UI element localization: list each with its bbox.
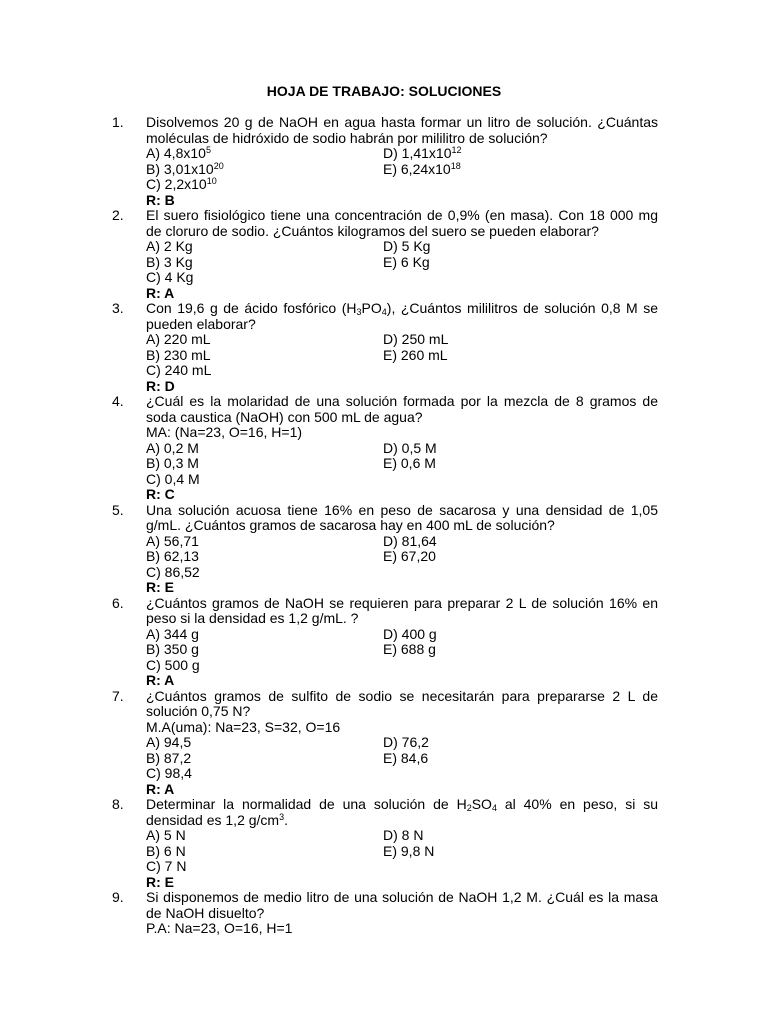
question-item	[0, 596, 768, 689]
question-body	[146, 394, 658, 503]
answer-options	[146, 332, 658, 379]
question-item	[0, 689, 768, 798]
question-body	[146, 503, 658, 596]
answer-options	[146, 441, 658, 488]
question-text: ¿Cuál es la molaridad de una solución formada por la mezcla de 8 gramos de soda caustica (NaOH) con 500 mL de agua?	[146, 393, 658, 425]
answer-option: C) 240 mL	[146, 362, 212, 378]
question-number: 9.	[112, 889, 124, 905]
answer-options	[146, 735, 658, 782]
question-text: El suero fisiológico tiene una concentración de 0,9% (en masa). Con 18 000 mg de cloruro de sodio. ¿Cuántos kilogramos del suero se pueden elaborar?	[146, 207, 658, 239]
answer-option: C) 500 g	[146, 656, 200, 673]
answer-option: C) 7 N	[146, 858, 187, 874]
answer-option: A) 56,71	[146, 532, 199, 549]
answer-option: E) 84,6	[383, 749, 429, 766]
answer-options	[146, 828, 658, 875]
question-atomic-masses: P.A: Na=23, O=16, H=1	[146, 920, 293, 936]
question-body	[146, 208, 658, 301]
question-atomic-masses: M.A(uma): Na=23, S=32, O=16	[146, 718, 341, 735]
question-body	[146, 115, 658, 208]
question-body	[146, 596, 658, 689]
correct-answer: R: E	[146, 579, 174, 595]
question-atomic-masses: MA: (Na=23, O=16, H=1)	[146, 424, 303, 440]
correct-answer: R: A	[146, 672, 175, 688]
answer-option: E) 67,20	[383, 548, 436, 564]
answer-option: B) 3 Kg	[146, 253, 193, 270]
question-body	[146, 797, 658, 890]
question-item	[0, 301, 768, 394]
correct-answer: R: B	[146, 191, 175, 208]
answer-option: C) 0,4 M	[146, 470, 200, 487]
question-item	[0, 797, 768, 890]
answer-option: D) 5 Kg	[383, 238, 431, 254]
answer-option: D) 0,5 M	[383, 439, 437, 456]
answer-option: A) 5 N	[146, 827, 186, 843]
answer-option: A) 344 g	[146, 625, 199, 642]
question-item	[0, 394, 768, 503]
answer-option: A) 94,5	[146, 734, 192, 750]
answer-option: E) 260 mL	[383, 346, 448, 363]
answer-option: C) 4 Kg	[146, 269, 194, 285]
correct-answer: R: E	[146, 873, 174, 890]
answer-option: B) 87,2	[146, 749, 192, 766]
answer-option: D) 250 mL	[383, 331, 449, 347]
question-text: Disolvemos 20 g de NaOH en agua hasta formar un litro de solución. ¿Cuántas moléculas de hidróxido de sodio habrán por mililitro de solución?	[146, 114, 658, 146]
question-item	[0, 890, 768, 937]
answer-option: D) 81,64	[383, 532, 437, 549]
question-body	[146, 689, 658, 798]
answer-option: E) 688 g	[383, 641, 436, 657]
question-number: 6.	[112, 594, 124, 611]
answer-option: D) 8 N	[383, 827, 424, 843]
answer-option: B) 62,13	[146, 548, 199, 564]
answer-options	[146, 627, 658, 674]
answer-option: D) $1,41x10^{12}$	[383, 145, 462, 161]
question-list	[0, 115, 768, 937]
answer-option: B) $3,01x10^{20}$	[146, 160, 224, 177]
question-number: 3.	[112, 300, 124, 316]
question-text: Con 19,6 g de ácido fosfórico $(H_3PO_4)$, ¿Cuántos mililitros de solución 0,8 M se pueden elaborar?	[146, 300, 659, 332]
answer-option: B) 0,3 M	[146, 455, 199, 471]
answer-option: D) 76,2	[383, 734, 429, 750]
answer-option: B) 6 N	[146, 842, 186, 859]
correct-answer: R: D	[146, 377, 175, 394]
question-body	[146, 301, 658, 394]
answer-option: C) $2,2x10^{10}$	[146, 176, 217, 192]
answer-option: A) $4,8x10^5$	[146, 145, 211, 161]
question-number: 7.	[112, 687, 124, 704]
answer-options	[146, 146, 658, 193]
question-item	[0, 208, 768, 301]
answer-option: E) 0,6 M	[383, 455, 436, 471]
correct-answer: R: A	[146, 780, 175, 797]
question-number: 1.	[112, 114, 124, 130]
answer-option: A) 220 mL	[146, 331, 211, 347]
answer-option: B) 230 mL	[146, 346, 211, 363]
question-number: 4.	[112, 393, 124, 409]
answer-option: D) 400 g	[383, 625, 437, 642]
correct-answer: R: C	[146, 486, 175, 502]
worksheet-title: HOJA DE TRABAJO: SOLUCIONES	[266, 83, 502, 99]
question-text: Determinar la normalidad de una solución de $H_2SO_4$ al 40% en peso, si su densidad es 1,2 $g/cm^3$.	[146, 796, 658, 828]
answer-options	[146, 534, 658, 581]
answer-option: C) 98,4	[146, 765, 192, 781]
answer-options	[146, 239, 658, 286]
question-number: 5.	[112, 501, 124, 518]
question-number: 2.	[112, 207, 124, 223]
answer-option: C) 86,52	[146, 563, 200, 580]
answer-option: E) 9,8 N	[383, 842, 435, 859]
question-text: Una solución acuosa tiene 16% en peso de sacarosa y una densidad de 1,05 g/mL. ¿Cuántos gramos de sacarosa hay en 400 mL de solución?	[146, 501, 658, 533]
question-text: ¿Cuántos gramos de sulfito de sodio se necesitarán para prepararse 2 L de solución 0,75 N?	[146, 687, 658, 719]
question-text: Si disponemos de medio litro de una solución de NaOH 1,2 M. ¿Cuál es la masa de NaOH disuelto?	[146, 889, 658, 921]
question-body	[146, 890, 658, 937]
question-number: 8.	[112, 796, 124, 812]
answer-option: A) 0,2 M	[146, 439, 199, 456]
answer-option: A) 2 Kg	[146, 238, 193, 254]
answer-option: E) $6,24x10^{18}$	[383, 160, 461, 177]
answer-option: E) 6 Kg	[383, 253, 430, 270]
question-item	[0, 503, 768, 596]
answer-option: B) 350 g	[146, 641, 199, 657]
question-item	[0, 115, 768, 208]
question-text: ¿Cuántos gramos de NaOH se requieren para preparar 2 L de solución 16% en peso si la densidad es 1,2 g/mL. ?	[146, 594, 658, 626]
correct-answer: R: A	[146, 284, 175, 301]
